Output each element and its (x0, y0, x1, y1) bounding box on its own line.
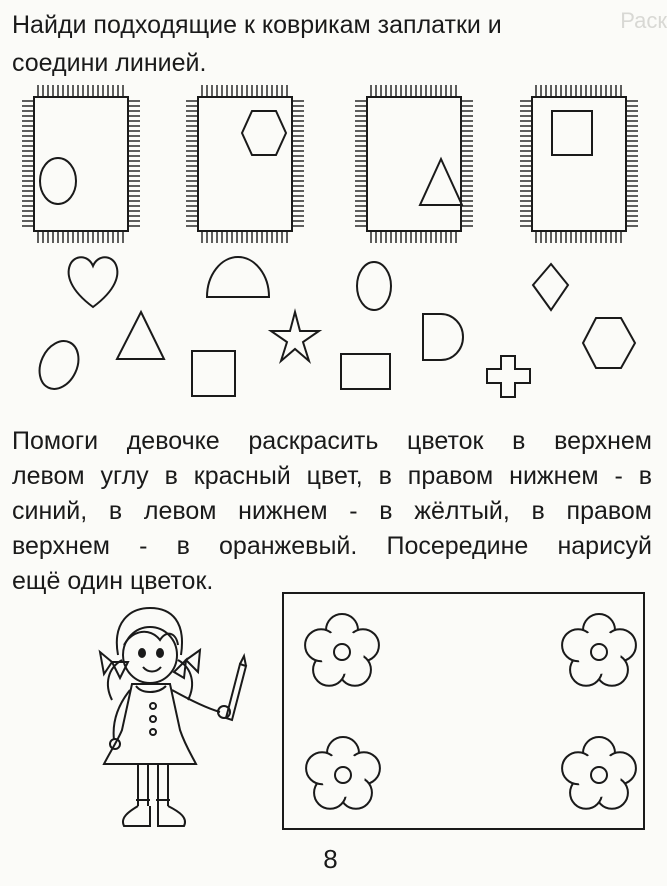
rug-fringe (355, 85, 473, 243)
rug-fringe (22, 85, 140, 243)
cross-patch[interactable] (487, 356, 530, 397)
flower-bottom-left[interactable] (306, 737, 380, 809)
rug-3[interactable] (355, 85, 473, 243)
triangle-patch[interactable] (117, 312, 164, 359)
task2-line-2: левом углу в красный цвет, в правом нижнем - в (12, 462, 652, 490)
task2-line-1: Помоги девочке раскрасить цветок в верхнем (12, 427, 652, 455)
flower-fill (320, 630, 364, 674)
rug-body (34, 97, 128, 231)
rug-fringe (186, 85, 304, 243)
diamond-patch[interactable] (533, 264, 568, 310)
rug-4[interactable] (520, 85, 638, 243)
rug-body (532, 97, 626, 231)
hexagon-patch[interactable] (583, 318, 635, 368)
triangle-hole (420, 159, 462, 205)
task2-instruction (12, 424, 652, 599)
flower-top-right[interactable] (562, 614, 636, 686)
heart-patch[interactable] (69, 257, 118, 307)
rug-2[interactable] (186, 85, 304, 243)
task2-line-5: ещё один цветок. (12, 567, 214, 595)
semicircle-patch[interactable] (207, 257, 269, 297)
square-patch[interactable] (192, 351, 235, 396)
ellipse-patch[interactable] (32, 335, 86, 396)
girl-illustration (100, 608, 246, 826)
flower-top-left[interactable] (305, 614, 379, 686)
rectangle-patch[interactable] (341, 354, 390, 389)
task2-line-4: верхнем - в оранжевый. Посередине нарисуй (12, 532, 652, 560)
rug-body (367, 97, 461, 231)
oval-patch[interactable] (357, 262, 391, 310)
d-shape-patch[interactable] (423, 314, 463, 360)
circle-hole (40, 158, 76, 204)
task1-line-1: Найди подходящие к коврикам заплатки и (12, 11, 502, 39)
patches (32, 257, 635, 397)
rug-fringe (520, 85, 638, 243)
flower-fill (321, 753, 365, 797)
task1-line-2: соедини линией. (12, 49, 207, 77)
flower-fill (577, 753, 621, 797)
flower-fill (577, 630, 621, 674)
flower-bottom-right[interactable] (562, 737, 636, 809)
star-patch[interactable] (271, 312, 319, 361)
bleed-through-text: Раск (620, 8, 667, 33)
page-number: 8 (323, 844, 338, 874)
rug-1[interactable] (22, 85, 140, 243)
square-hole (552, 111, 592, 155)
hexagon-hole (242, 111, 286, 155)
task2-line-3: синий, в левом нижнем - в жёлтый, в правом (12, 497, 652, 525)
